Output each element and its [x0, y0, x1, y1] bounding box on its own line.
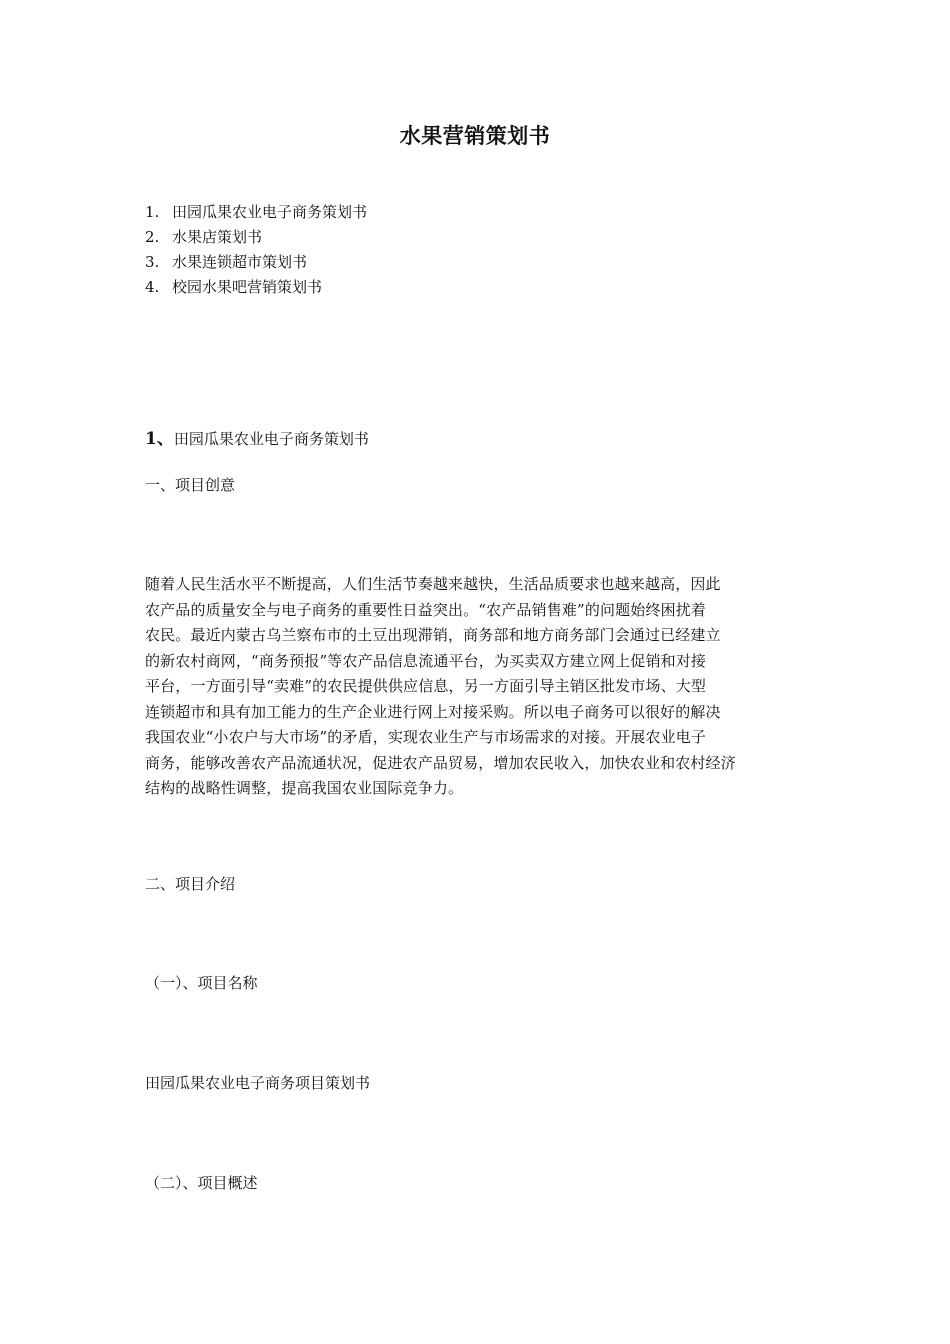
paragraph-line: 农产品的质量安全与电子商务的重要性日益突出。“农产品销售难”的问题始终困扰着 [145, 600, 707, 619]
paragraph-line: 连锁超市和具有加工能力的生产企业进行网上对接采购。所以电子商务可以很好的解决 [145, 702, 721, 721]
heading-project-name: （一）、项目名称 [145, 974, 258, 992]
section-1-heading [145, 424, 369, 449]
toc-item-label: 水果连锁超市策划书 [172, 253, 308, 271]
paragraph-line: 随着人民生活水平不断提高，人们生活节奏越来越快，生活品质要求也越来越高，因此 [145, 575, 721, 593]
heading-project-intro: 二、项目介绍 [145, 875, 236, 893]
toc-item-number: 1. [145, 203, 160, 221]
paragraph-line: 商务，能够改善农产品流通状况，促进农产品贸易，增加农民收入，加快农业和农村经济 [145, 753, 736, 772]
paragraph-line: 我国农业“小农户与大市场”的矛盾，实现农业生产与市场需求的对接。开展农业电子 [145, 728, 707, 746]
toc-item-label: 水果店策划书 [172, 228, 263, 246]
creativity-paragraph [145, 572, 810, 802]
toc-item [145, 250, 367, 275]
section-1-title: 田园瓜果农业电子商务策划书 [173, 430, 369, 448]
toc-item [145, 200, 367, 225]
document-title: 水果营销策划书 [399, 123, 551, 148]
toc-item-label: 校园水果吧营销策划书 [172, 278, 323, 296]
toc-item-number: 2. [145, 228, 160, 246]
toc-item-number: 3. [145, 253, 160, 271]
paragraph-line: 农民。最近内蒙古乌兰察布市的土豆出现滞销，商务部和地方商务部门会通过已经建立 [145, 626, 721, 644]
toc-item-label: 田园瓜果农业电子商务策划书 [172, 203, 368, 221]
project-name-text: 田园瓜果农业电子商务项目策划书 [145, 1074, 371, 1092]
paragraph-line: 平台，一方面引导“卖难”的农民提供供应信息，另一方面引导主销区批发市场、大型 [145, 677, 707, 695]
toc-item [145, 275, 367, 300]
section-1-number: 1、 [145, 429, 174, 449]
toc-item-number: 4. [145, 278, 160, 296]
toc-item [145, 225, 367, 250]
paragraph-line: 的新农村商网，“商务预报”等农产品信息流通平台，为买卖双方建立网上促销和对接 [145, 651, 707, 670]
heading-project-creativity: 一、项目创意 [145, 476, 236, 494]
paragraph-line: 结构的战略性调整，提高我国农业国际竞争力。 [145, 779, 464, 797]
table-of-contents [145, 200, 367, 300]
heading-project-overview: （二）、项目概述 [145, 1174, 258, 1192]
